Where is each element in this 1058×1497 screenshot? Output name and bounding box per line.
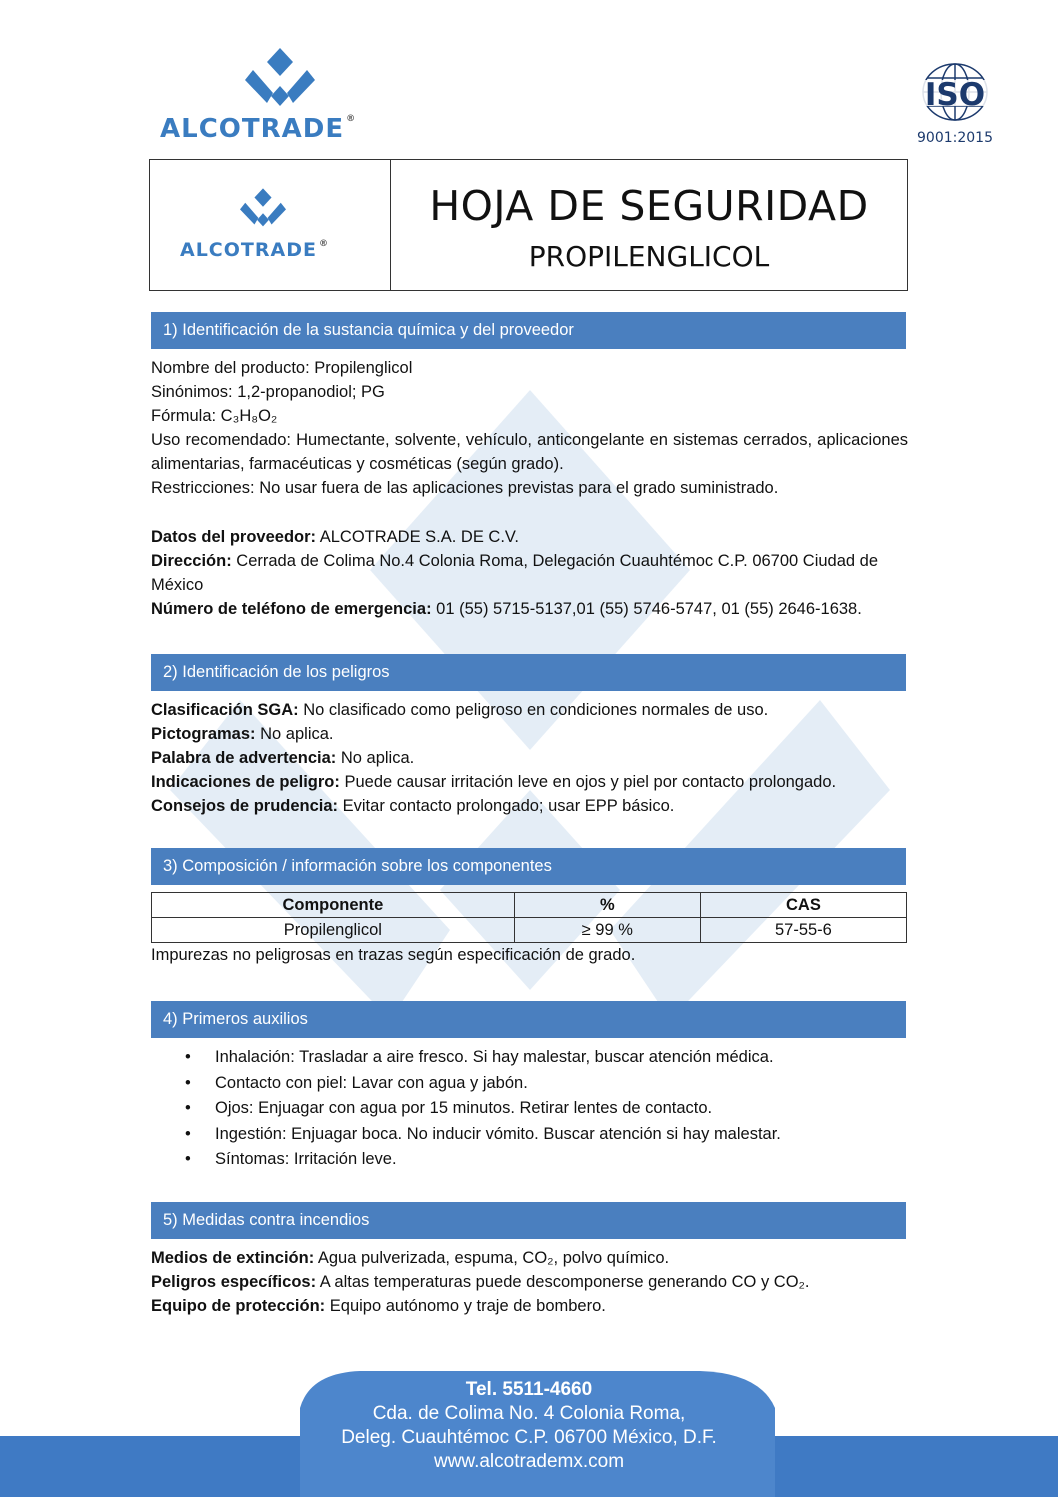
section-2-body: [151, 698, 908, 818]
fire-value: Equipo autónomo y traje de bombero.: [325, 1297, 606, 1315]
alcotrade-logo-icon: [245, 48, 315, 114]
hazard-label: Consejos de prudencia:: [151, 797, 339, 815]
fire-label: Equipo de protección:: [151, 1297, 326, 1315]
hazard-value: Evitar contacto prolongado; usar EPP básico.: [338, 797, 675, 815]
title-brand-name: [180, 239, 329, 261]
supplier-label: Datos del proveedor:: [151, 528, 317, 546]
phone-label: Número de teléfono de emergencia:: [151, 600, 432, 618]
document-title: HOJA DE SEGURIDAD: [429, 182, 869, 230]
hazard-value: No clasificado como peligroso en condiciones normales de uso.: [298, 701, 769, 719]
header-brand-text: ALCOTRADE: [160, 114, 345, 144]
column-header: Componente: [152, 893, 515, 918]
hazard-label: Indicaciones de peligro:: [151, 773, 340, 791]
footer-website: www.alcotrademx.com: [433, 1451, 625, 1472]
title-text-cell: [391, 160, 907, 290]
composition-table: [151, 892, 907, 943]
footer-address-line-1: Cda. de Colima No. 4 Colonia Roma,: [372, 1403, 686, 1424]
table-cell: 57-55-6: [700, 918, 906, 943]
address-line: [151, 549, 908, 597]
phone-value: 01 (55) 5715-5137,01 (55) 5746-5747, 01 (55) 2646-1638.: [431, 600, 862, 618]
footer-phone: Tel. 5511-4660: [465, 1379, 593, 1400]
section-1-body: [151, 356, 908, 500]
recommended-use: Uso recomendado: Humectante, solvente, vehículo, anticongelante en sistemas cerrados, aplicaciones alimentarias, farmacéuticas y cosméticas (según grado).: [151, 431, 908, 473]
table-row: [152, 918, 907, 943]
hazard-label: Pictogramas:: [151, 725, 256, 743]
table-cell: Propilenglicol: [152, 918, 515, 943]
list-item: • Ojos: Enjuagar con agua por 15 minutos. Retirar lentes de contacto.: [151, 1096, 908, 1122]
list-item: • Inhalación: Trasladar a aire fresco. Si hay malestar, buscar atención médica.: [151, 1045, 908, 1071]
registered-mark: ®: [346, 114, 357, 124]
list-item: • Contacto con piel: Lavar con agua y jabón.: [151, 1071, 908, 1097]
header-brand-name: [160, 114, 356, 144]
hazard-item: [151, 794, 908, 818]
fire-item: [151, 1246, 908, 1270]
first-aid-list: [151, 1045, 908, 1173]
formula: Fórmula: C₃H₈O₂: [151, 407, 278, 425]
hazard-label: Palabra de advertencia:: [151, 749, 337, 767]
fire-item: [151, 1294, 908, 1318]
list-item: • Ingestión: Enjuagar boca. No inducir vómito. Buscar atención si hay malestar.: [151, 1122, 908, 1148]
synonyms: Sinónimos: 1,2-propanodiol; PG: [151, 383, 385, 401]
hazard-item: [151, 722, 908, 746]
footer-contact: [0, 1378, 1058, 1474]
hazard-value: Puede causar irritación leve en ojos y piel por contacto prolongado.: [339, 773, 837, 791]
hazard-item: [151, 746, 908, 770]
supplier-line: [151, 525, 908, 549]
iso-standard: 9001:2015: [917, 130, 993, 146]
iso-badge: [905, 62, 1005, 152]
iso-globe-icon: [905, 62, 1005, 132]
section-5-body: [151, 1246, 908, 1318]
table-cell: ≥ 99 %: [514, 918, 700, 943]
table-header-row: [152, 893, 907, 918]
header-logo: [150, 40, 420, 150]
title-brand-text: ALCOTRADE: [180, 239, 317, 261]
title-logo-cell: [150, 160, 391, 290]
address-label: Dirección:: [151, 552, 232, 570]
composition-note: Impurezas no peligrosas en trazas según especificación de grado.: [151, 946, 636, 964]
title-box: [149, 159, 908, 291]
hazard-item: [151, 770, 908, 794]
fire-item: [151, 1270, 908, 1294]
fire-label: Medios de extinción:: [151, 1249, 315, 1267]
hazard-label: Clasificación SGA:: [151, 701, 299, 719]
footer-address-line-2: Deleg. Cuauhtémoc C.P. 06700 México, D.F.: [341, 1427, 717, 1448]
section-4-heading: 4) Primeros auxilios: [151, 1001, 906, 1038]
document-subtitle: PROPILENGLICOL: [528, 240, 770, 273]
section-1-heading: 1) Identificación de la sustancia química y del proveedor: [151, 312, 906, 349]
restrictions: Restricciones: No usar fuera de las aplicaciones previstas para el grado suministrado.: [151, 479, 779, 497]
iso-mark-text: ISO: [924, 77, 986, 113]
fire-label: Peligros específicos:: [151, 1273, 317, 1291]
column-header: %: [514, 893, 700, 918]
phone-line: [151, 597, 908, 621]
section-3-heading: 3) Composición / información sobre los componentes: [151, 848, 906, 885]
alcotrade-logo-icon: [240, 188, 286, 232]
hazard-value: No aplica.: [336, 749, 415, 767]
section-2-heading: 2) Identificación de los peligros: [151, 654, 906, 691]
product-name: Nombre del producto: Propilenglicol: [151, 359, 413, 377]
supplier-value: ALCOTRADE S.A. DE C.V.: [316, 528, 520, 546]
hazard-value: No aplica.: [255, 725, 334, 743]
list-item: • Síntomas: Irritación leve.: [151, 1147, 908, 1173]
address-value: Cerrada de Colima No.4 Colonia Roma, Delegación Cuauhtémoc C.P. 06700 Ciudad de México: [151, 552, 879, 594]
fire-value: Agua pulverizada, espuma, CO₂, polvo químico.: [314, 1249, 670, 1267]
registered-mark: ®: [318, 239, 329, 249]
column-header: CAS: [700, 893, 906, 918]
section-5-heading: 5) Medidas contra incendios: [151, 1202, 906, 1239]
supplier-info: [151, 525, 908, 621]
hazard-item: [151, 698, 908, 722]
fire-value: A altas temperaturas puede descomponerse generando CO y CO₂.: [316, 1273, 810, 1291]
